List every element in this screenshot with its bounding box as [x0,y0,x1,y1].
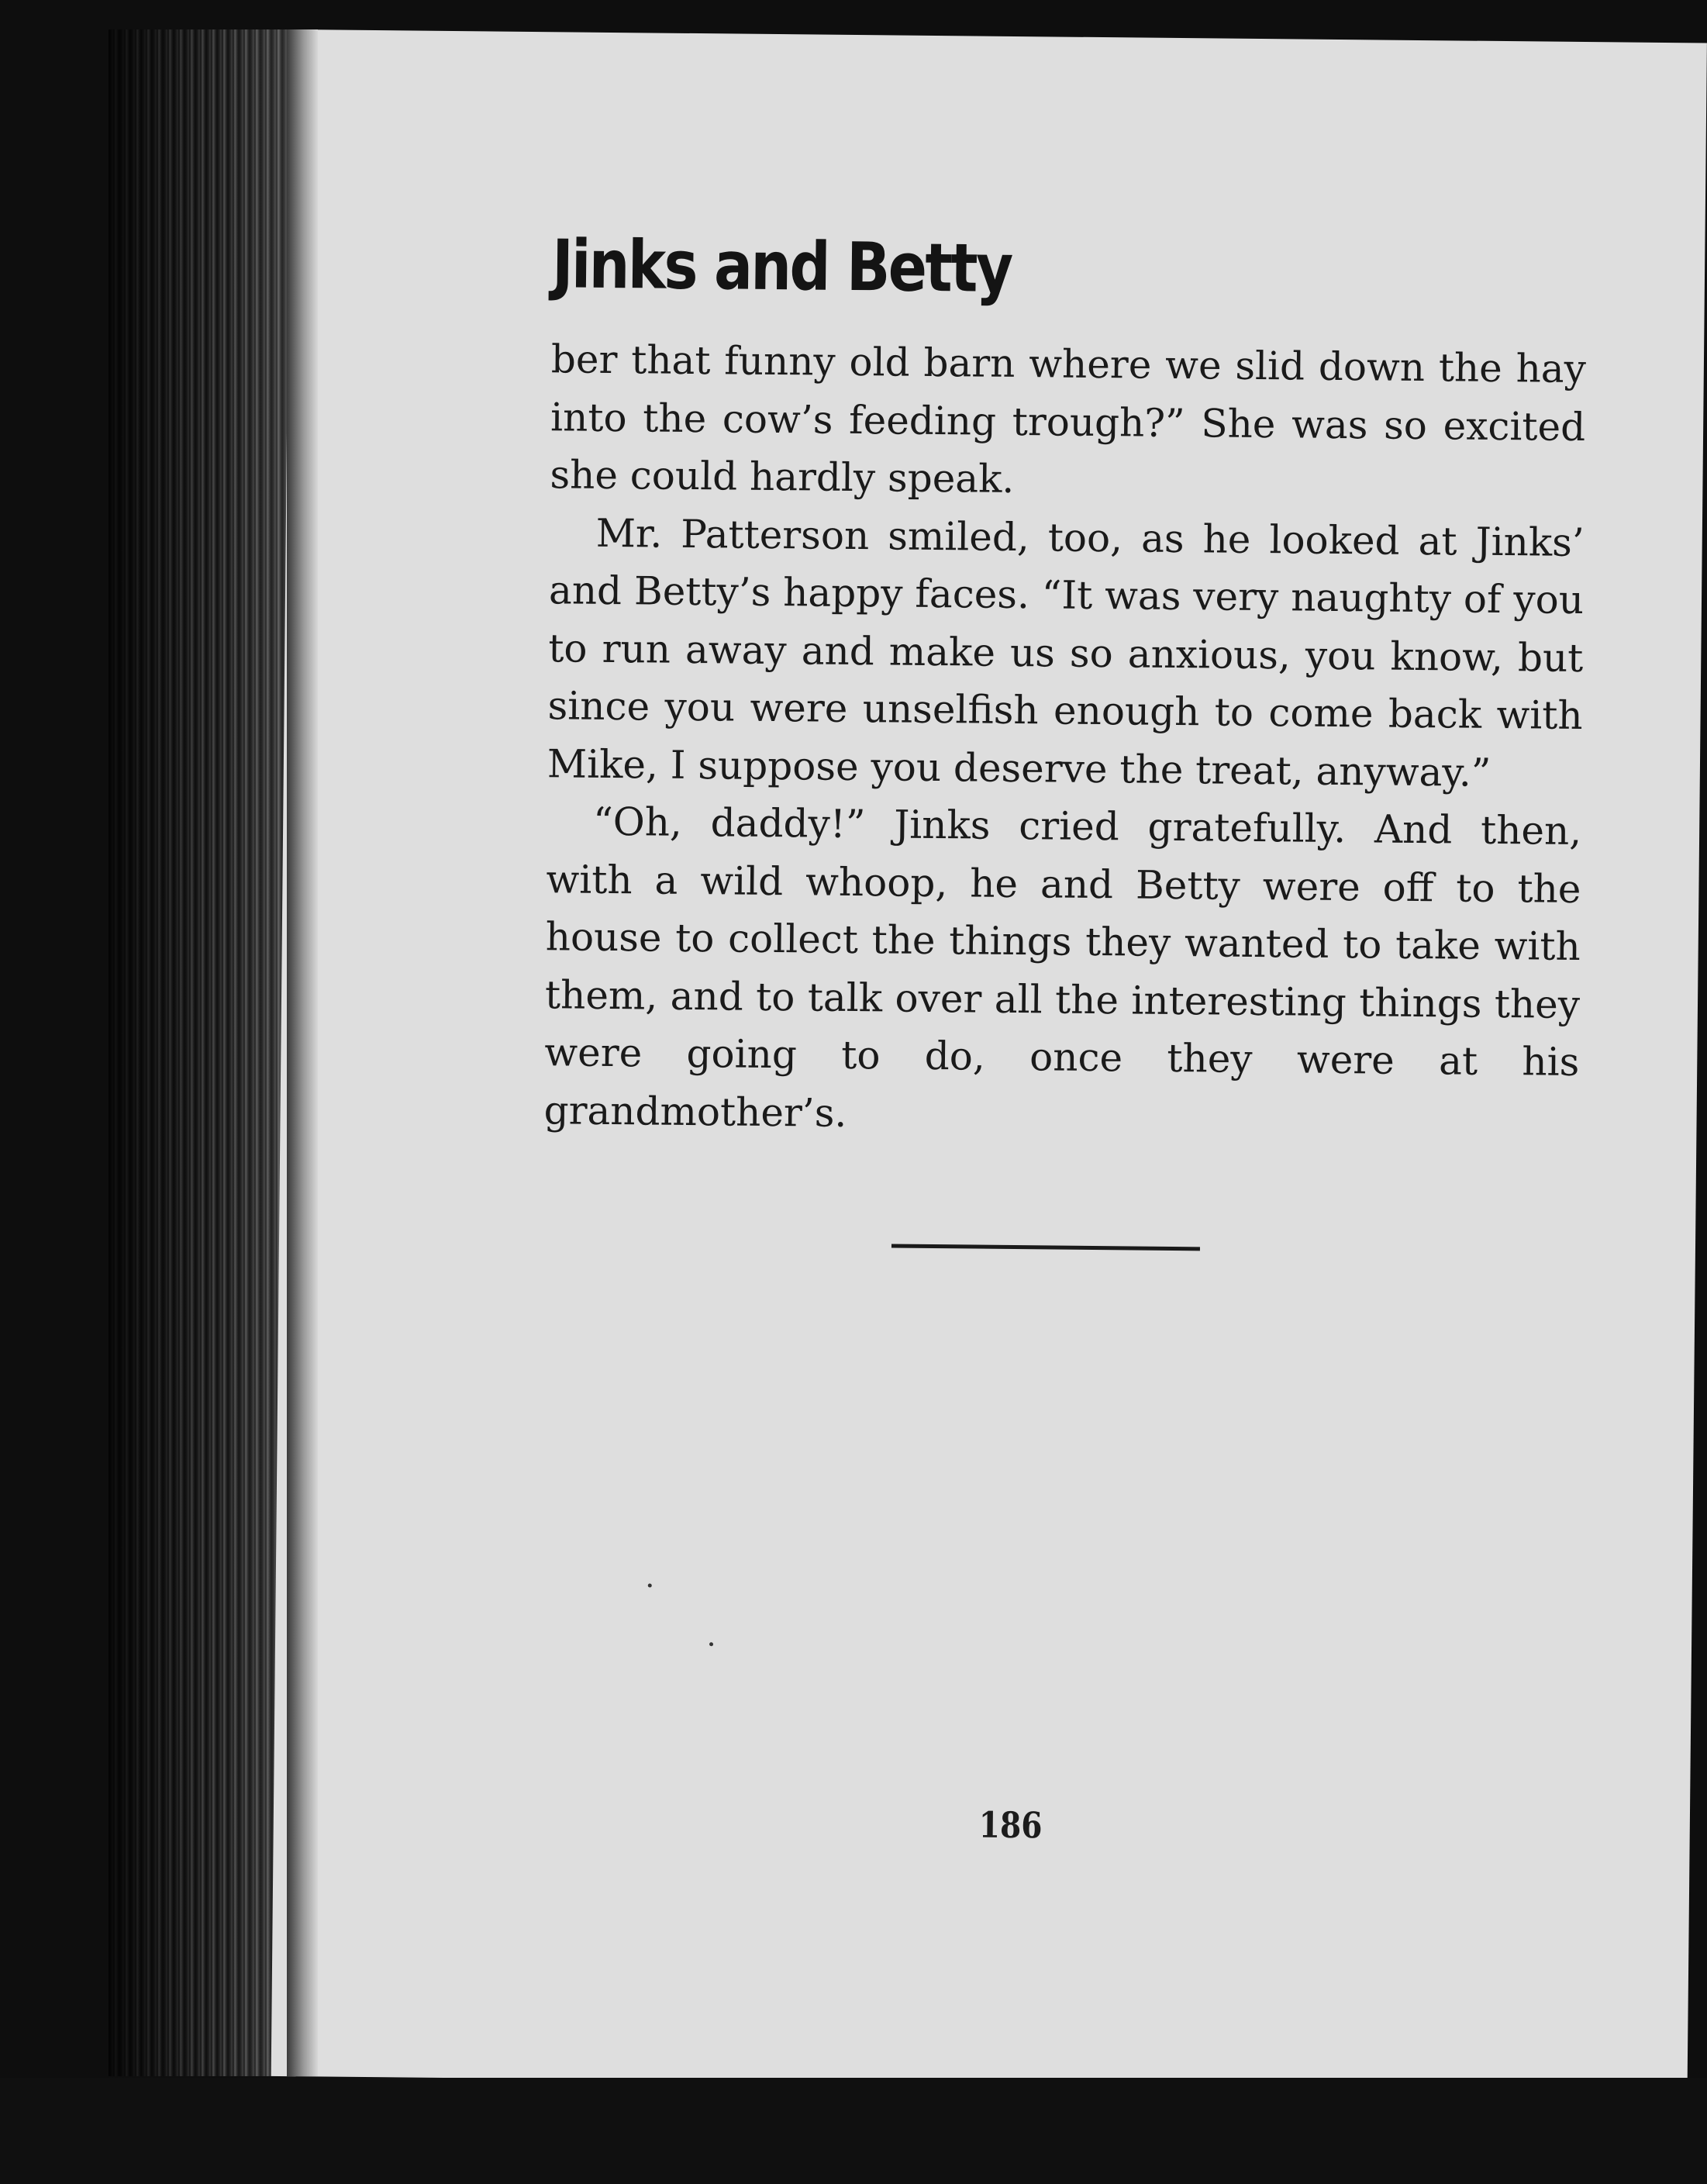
paragraph: “Oh, daddy!” Jinks cried gratefully. And then, with a wild whoop, he and Betty were off to the house to collect the things they wanted to take with them, and to talk over all the interesting things they were going to do, once they were at his grandmother’s. [543,799,1582,1136]
page-gutter [287,29,318,2076]
body-text [543,330,1586,1149]
book-page [271,29,1707,2089]
scan-speck [648,1584,652,1588]
paragraph: ber that funny old barn where we slid down the hay into the cow’s feeding trough?” She was so excited she could hardly speak. [550,336,1587,502]
section-end-rule [891,1244,1200,1251]
scan-speck [709,1642,713,1646]
paragraph: Mr. Patterson smiled, too, as he looked at Jinks’ and Betty’s happy faces. “It was very naughty of you to run away and make us so anxious, you know, but since you were unselfish enough to come back with Mike, I suppose you deserve the treat, anyway.” [547,510,1585,795]
page-number: 186 [978,1803,1043,1847]
running-head: Jinks and Betty [551,226,1012,308]
scan-bottom-border [0,2078,1707,2184]
